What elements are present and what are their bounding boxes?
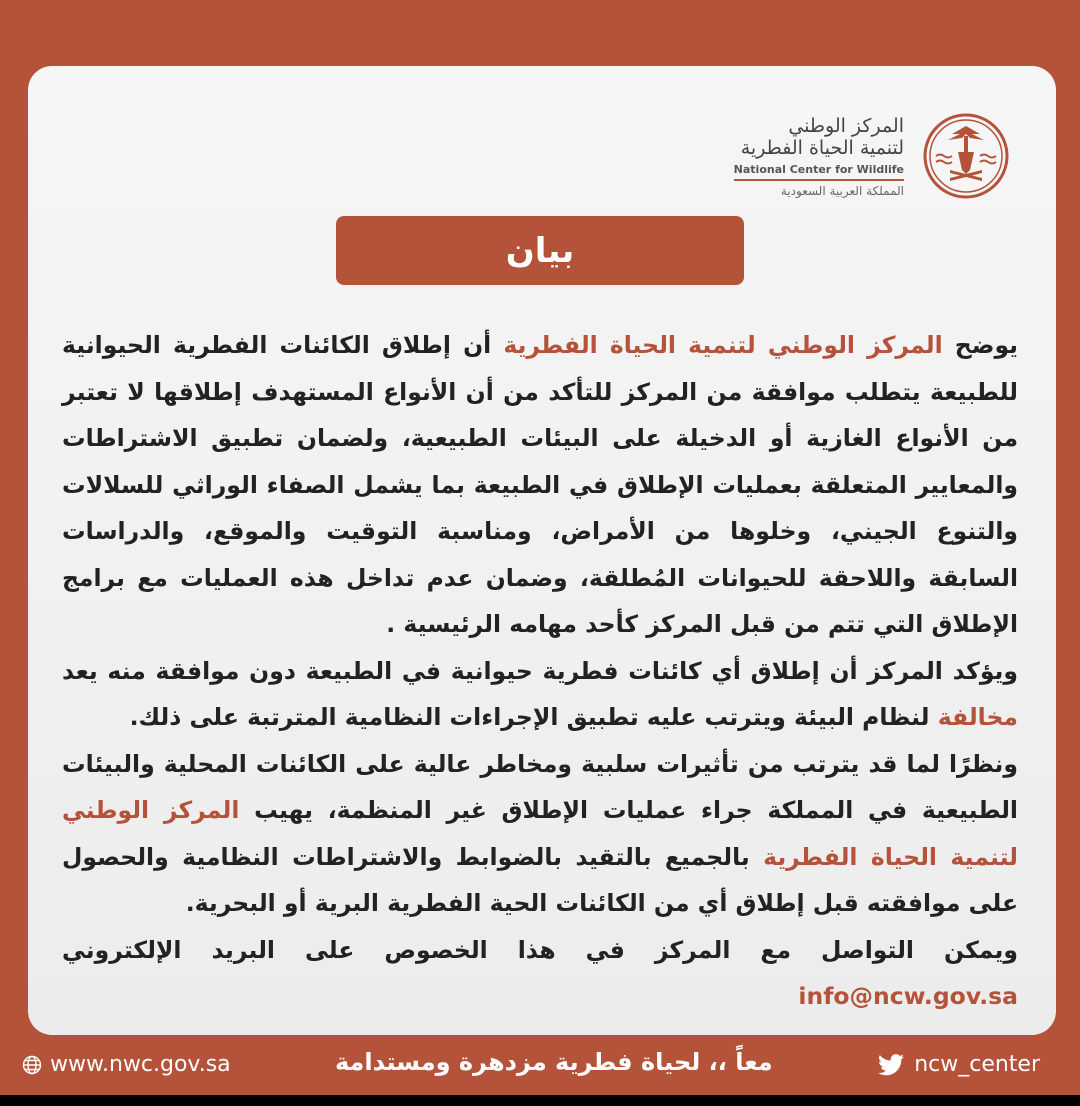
twitter-handle: ncw_center (914, 1052, 1040, 1077)
highlight-org-name: المركز الوطني لتنمية الحياة الفطرية (62, 796, 1018, 871)
paragraph (62, 322, 1018, 648)
twitter-bird-icon (878, 1054, 904, 1076)
footer (0, 1040, 1080, 1090)
text: لنظام البيئة ويترتب عليه تطبيق الإجراءات النظامية المترتبة على ذلك. (129, 703, 938, 731)
logo-country: المملكة العربية السعودية (780, 183, 904, 198)
text: أن إطلاق الكائنات الفطرية الحيوانية للطبيعة يتطلب موافقة من المركز للتأكد من أن الأنواع المستهدف إطلاقها لا تعتبر من الأنواع الغازية أو الدخيلة على البيئات الطبيعية، ولضمان تطبيق الاشتراطات والمعايير المتعلقة بعمليات الإطلاق في الطبيعة بما يشمل الصفاء الوراثي للسلالات والتنوع الجيني، وخلوها من الأمراض، ومناسبة التوقيت والموقع، والدراسات السابقة واللاحقة للحيوانات المُطلقة، وضمان عدم تداخل هذه العمليات مع برامج الإطلاق التي تتم من قبل المركز كأحد مهامه الرئيسية . (62, 331, 1018, 638)
text: ونظرًا لما قد يترتب من تأثيرات سلبية ومخاطر عالية على الكائنات المحلية والبيئات الطبيعية في المملكة جراء عمليات الإطلاق غير المنظمة، يهيب (62, 749, 1018, 824)
highlight-violation: مخالفة (937, 703, 1018, 731)
paragraph (62, 927, 1018, 1020)
text: بالجميع بالتقيد بالضوابط والاشتراطات النظامية والحصول على موافقته قبل إطلاق أي من الكائنات الحية الفطرية البرية أو البحرية. (62, 842, 1018, 917)
website-text: www.nwc.gov.sa (50, 1052, 231, 1077)
text: ويؤكد المركز أن إطلاق أي كائنات فطرية حيوانية في الطبيعة دون موافقة منه يعد (62, 656, 1018, 685)
slogan: معاً ،، لحياة فطرية مزدهرة ومستدامة (335, 1048, 773, 1076)
ncw-logo (734, 112, 1010, 200)
paragraph (62, 741, 1018, 927)
text: ويمكن التواصل مع المركز في هذا الخصوص على البريد الإلكتروني (62, 935, 1018, 964)
highlight-org-name: المركز الوطني لتنمية الحياة الفطرية (503, 331, 943, 359)
logo-name-ar-line1: المركز الوطني (788, 114, 904, 137)
text: يوضح (942, 331, 1018, 359)
globe-icon (22, 1055, 42, 1075)
statement-body (62, 322, 1018, 1020)
logo-name-ar-line2: لتنمية الحياة الفطرية (740, 136, 904, 159)
palm-oryx-emblem-icon (922, 112, 1010, 200)
twitter-link[interactable] (878, 1052, 1040, 1077)
paragraph (62, 648, 1018, 741)
logo-name-en: National Center for Wildlife (734, 163, 904, 181)
website-link[interactable] (22, 1052, 231, 1077)
contact-email-link[interactable]: info@ncw.gov.sa (798, 982, 1018, 1010)
statement-title: بيان (336, 216, 744, 285)
